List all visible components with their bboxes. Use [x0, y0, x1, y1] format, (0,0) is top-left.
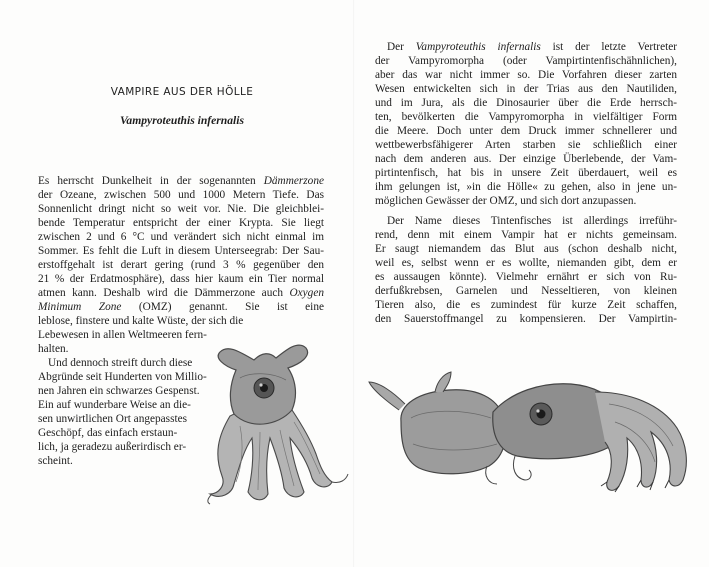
text-run: Sonnenlicht dringt nicht so weit vor. Nie. Die gleichblei-: [38, 203, 324, 215]
chapter-title: VAMPIRE AUS DER HÖLLE: [110, 86, 254, 98]
text-line: [375, 284, 677, 298]
text-run: 21 % der Erdatmosphäre), dass hier kaum ein Tier normal: [38, 273, 324, 285]
text-run: Lebewesen in allen Weltmeeren fern-: [38, 329, 207, 341]
text-line: [38, 244, 324, 258]
text-line: [375, 110, 677, 124]
text-run: nach dem anderen aus. Der einzige Überlebende, der Vam-: [375, 153, 677, 165]
text-line: [38, 258, 324, 272]
text-run: erstoffgehalt ist derart gering (rund 3 % gegenüber den: [38, 259, 324, 271]
text-line: [38, 440, 186, 454]
right-page: [355, 0, 709, 567]
text-run: Abgründe seit Hunderten von Millio-: [38, 371, 207, 383]
text-run: Der Name dieses Tintenfisches ist allerdings irreführ-: [387, 215, 677, 227]
text-line: [38, 384, 200, 398]
text-run: ten, bevölkerten die Vampyromorpha in vielfältiger Form: [375, 111, 677, 123]
text-line: [375, 152, 677, 166]
text-run: Und dennoch streift durch diese: [48, 357, 193, 369]
text-run: atmen kann. Deshalb wird die Dämmerzone auch: [38, 287, 290, 299]
text-line: [387, 40, 677, 54]
text-run: die Meere. Doch unter dem Druck immer schnellerer und: [375, 125, 677, 137]
text-run: es aussaugen könnte). Vielmehr ernährt er sich von Ru-: [375, 271, 677, 283]
text-line: [375, 96, 677, 110]
text-run: der Vampyromorpha (oder Vampirtintenfischähnlichen),: [375, 55, 677, 67]
text-line: [387, 214, 677, 228]
text-line: [38, 174, 324, 188]
text-run: den Sauerstoffmangel zu kompensieren. Der Vampirtin-: [375, 313, 677, 325]
text-line: [375, 180, 677, 194]
text-run: halten.: [38, 343, 69, 355]
text-line: [375, 82, 677, 96]
text-line: [38, 398, 191, 412]
text-run: wettbewerbsfähigerer Arten starben sie schließlich einer: [375, 139, 677, 151]
text-run: und im Jura, als die Dinosaurier über die Erde herrsch-: [375, 97, 677, 109]
text-run: Wesen entwickelten sich in der Trias aus den Nautiliden,: [375, 83, 677, 95]
text-run: nen Jahren ein schwarzes Gespenst.: [38, 385, 200, 397]
text-line: [375, 298, 677, 312]
text-line: [375, 256, 677, 270]
text-line: [375, 138, 677, 152]
text-run: Tieren also, die es zumindest für kurze Zeit schaffen,: [375, 299, 677, 311]
text-line: [375, 124, 677, 138]
text-run: pirtintenfisch, hat bis in unsere Zeit überdauert, weil es: [375, 167, 677, 179]
text-line: [38, 202, 324, 216]
text-run: zwischen 2 und 6 °C und verändert sich nicht einmal im: [38, 231, 324, 243]
text-run: möglichen Gewässer der OMZ, und sich dort anzupassen.: [375, 195, 637, 207]
text-run: Ein auf wunderbare Weise an die-: [38, 399, 191, 411]
vampire-squid-front-illustration: [200, 326, 356, 506]
text-line: [375, 242, 677, 256]
text-line: [375, 270, 677, 284]
text-line: [38, 412, 187, 426]
vampire-squid-side-illustration: [365, 352, 705, 502]
text-run: ist der letzte Vertreter: [540, 41, 677, 53]
text-run: scheint.: [38, 455, 73, 467]
text-line: [38, 328, 207, 342]
text-line: [38, 286, 324, 300]
text-run: sen unwirtlichen Ort angepasstes: [38, 413, 188, 425]
text-run: Er saugt niemandem das Blut aus (schon deshalb nicht,: [375, 243, 677, 255]
text-run: bende Temperatur entspricht der einer Krypta. Sie liegt: [38, 217, 324, 229]
text-line: [38, 370, 207, 384]
text-run: weil es, selbst wenn er es wollte, niemanden gibt, dem er: [375, 257, 677, 269]
text-line: [38, 454, 73, 468]
text-run: rend, denn mit einem Vampir hat er nichts gemeinsam.: [375, 229, 677, 241]
italic-text: Vampyroteuthis infernalis: [415, 41, 541, 53]
text-run: derfußkrebsen, Garnelen und Nesseltieren, von kleinen: [375, 285, 677, 297]
chapter-subtitle: Vampyroteuthis infernalis: [119, 114, 244, 127]
italic-text: Minimum Zone: [38, 301, 122, 313]
text-line: [375, 54, 677, 68]
text-run: (OMZ) genannt. Sie ist eine: [121, 301, 324, 313]
text-run: leblose, finstere und kalte Wüste, der sich die: [38, 315, 244, 327]
text-line: [38, 216, 324, 230]
text-line: [38, 426, 177, 440]
text-line: [38, 230, 324, 244]
text-run: der Ozeane, zwischen 500 und 1000 Metern Tiefe. Das: [38, 189, 324, 201]
text-line: [38, 342, 68, 356]
italic-text: Oxygen: [289, 287, 324, 299]
text-line: [375, 166, 677, 180]
text-run: lich, ja geradezu außerirdisch er-: [38, 441, 187, 453]
left-page: [0, 0, 354, 567]
text-line: [375, 194, 677, 208]
text-run: Geschöpf, das einfach erstaun-: [38, 427, 178, 439]
text-line: [375, 312, 677, 326]
text-line: [38, 300, 324, 314]
text-line: [38, 272, 324, 286]
text-line: [48, 356, 192, 370]
text-run: Es herrscht Dunkelheit in der sogenannten: [38, 175, 264, 187]
text-run: ihm gelungen ist, »in die Hölle« zu gehen, also in jene un-: [375, 181, 677, 193]
text-line: [375, 228, 677, 242]
text-run: Sommer. Es fehlt die Luft in diesem Unterseegrab: Der Sau-: [38, 245, 324, 257]
text-line: [38, 188, 324, 202]
italic-text: Dämmerzone: [263, 175, 324, 187]
text-run: Der: [387, 41, 416, 53]
text-line: [375, 68, 677, 82]
text-run: aber das war nicht immer so. Die Vorfahren dieser zarten: [375, 69, 677, 81]
